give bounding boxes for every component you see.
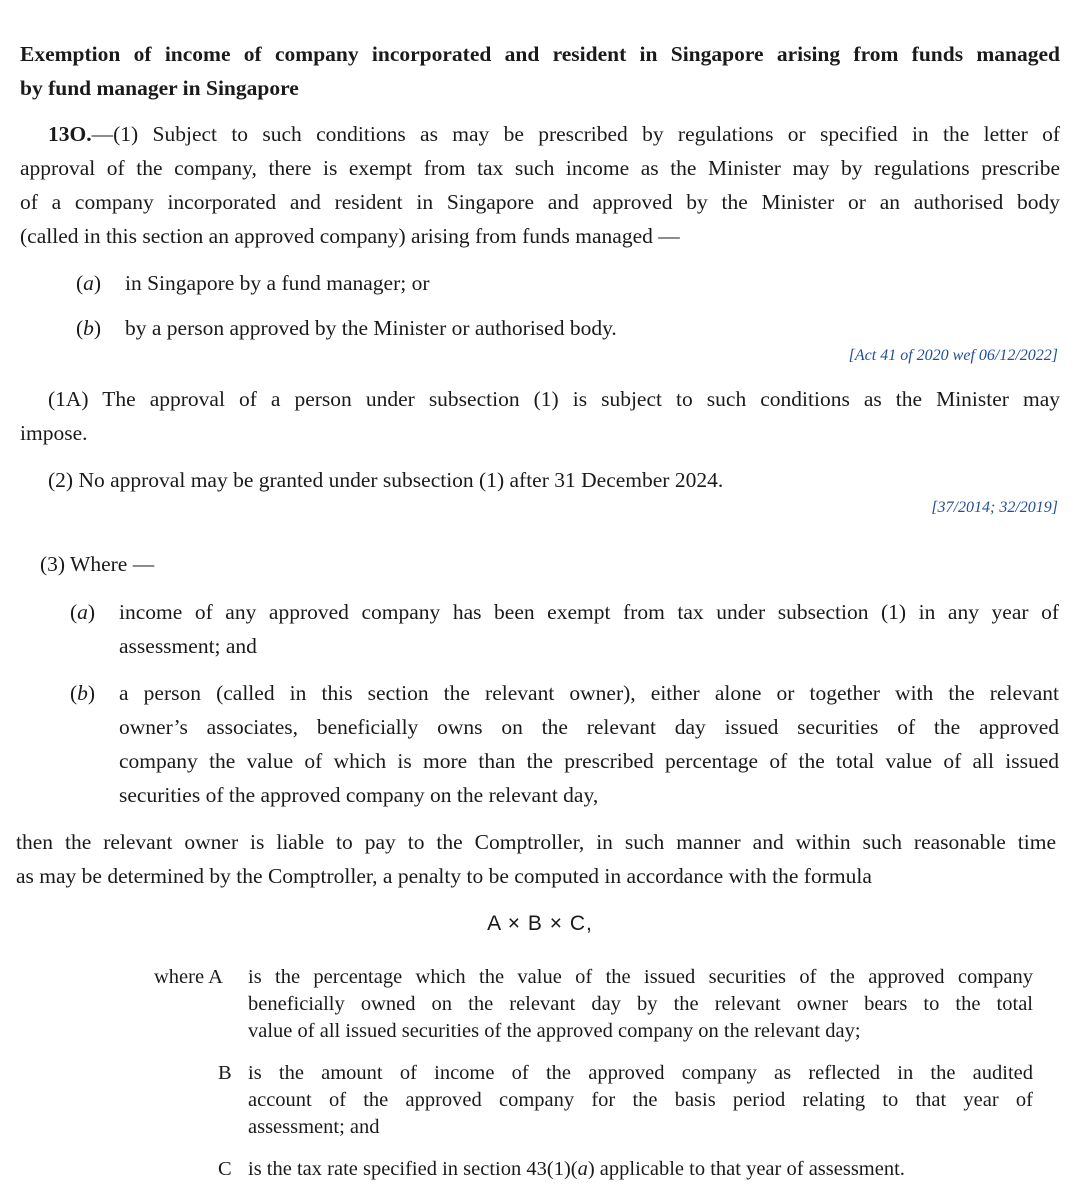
subsection-1-line-3: of a company incorporated and resident in Singapore and approved by the Minister or an authorised body	[20, 190, 1060, 214]
subsection-1-intro	[48, 117, 1060, 151]
item-3b-line-3: company the value of which is more than the prescribed percentage of the total value of all issued	[119, 749, 1059, 773]
item-a-label: (a)	[76, 271, 102, 295]
item-3a-line-1: income of any approved company has been exempt from tax under subsection (1) in any year of	[119, 600, 1059, 624]
item-3b-label: (b)	[70, 681, 96, 705]
item-3a-line-2: assessment; and	[119, 634, 257, 658]
item-3b-line-1: a person (called in this section the relevant owner), either alone or together with the relevant	[119, 681, 1059, 705]
item-3a-label: (a)	[70, 600, 96, 624]
section-heading-line-2: by fund manager in Singapore	[20, 76, 299, 100]
def-b-line-2: account of the approved company for the basis period relating to that year of	[248, 1089, 1033, 1111]
penalty-line-1: then the relevant owner is liable to pay to the Comptroller, in such manner and within such reasonable time	[16, 830, 1056, 854]
item-a-text: in Singapore by a fund manager; or	[125, 271, 430, 295]
subsection-2-text: (2) No approval may be granted under subsection (1) after 31 December 2024.	[48, 468, 724, 492]
amendment-note-act-41: [Act 41 of 2020 wef 06/12/2022]	[848, 347, 1058, 364]
def-a-line-1: is the percentage which the value of the issued securities of the approved company	[248, 966, 1033, 988]
item-b-text: by a person approved by the Minister or authorised body.	[125, 316, 617, 340]
def-c-label: C	[218, 1158, 232, 1180]
section-number: 13O.	[48, 122, 92, 146]
penalty-line-2: as may be determined by the Comptroller, a penalty to be computed in accordance with the formula	[16, 864, 872, 888]
subsection-1a-line-1: (1A) The approval of a person under subsection (1) is subject to such conditions as the Minister may	[48, 387, 1060, 411]
def-a-line-3: value of all issued securities of the approved company on the relevant day;	[248, 1020, 861, 1042]
def-c-text: is the tax rate specified in section 43(1)(a) applicable to that year of assessment.	[248, 1158, 905, 1180]
item-3b-line-4: securities of the approved company on the relevant day,	[119, 783, 599, 807]
subsection-1a-line-2: impose.	[20, 421, 88, 445]
subsection-1-line-2: approval of the company, there is exempt from tax such income as the Minister may by regulations prescribe	[20, 156, 1060, 180]
item-b-label: (b)	[76, 316, 102, 340]
subsection-1-line-4: (called in this section an approved company) arising from funds managed —	[20, 224, 680, 248]
section-heading-line-1: Exemption of income of company incorporated and resident in Singapore arising from funds managed	[20, 42, 1060, 66]
subsection-1-first-line: —(1) Subject to such conditions as may be prescribed by regulations or specified in the letter of	[91, 122, 1060, 146]
def-a-line-2: beneficially owned on the relevant day by the relevant owner bears to the total	[248, 993, 1033, 1015]
def-b-line-3: assessment; and	[248, 1116, 380, 1138]
subsection-3-intro: (3) Where —	[40, 552, 155, 576]
def-b-label: B	[218, 1062, 232, 1084]
penalty-formula: A × B × C,	[487, 912, 593, 935]
amendment-note-37-2014: [37/2014; 32/2019]	[931, 499, 1058, 516]
def-b-line-1: is the amount of income of the approved company as reflected in the audited	[248, 1062, 1033, 1084]
item-3b-line-2: owner’s associates, beneficially owns on the relevant day issued securities of the approved	[119, 715, 1059, 739]
where-a-label: where A	[154, 966, 223, 988]
